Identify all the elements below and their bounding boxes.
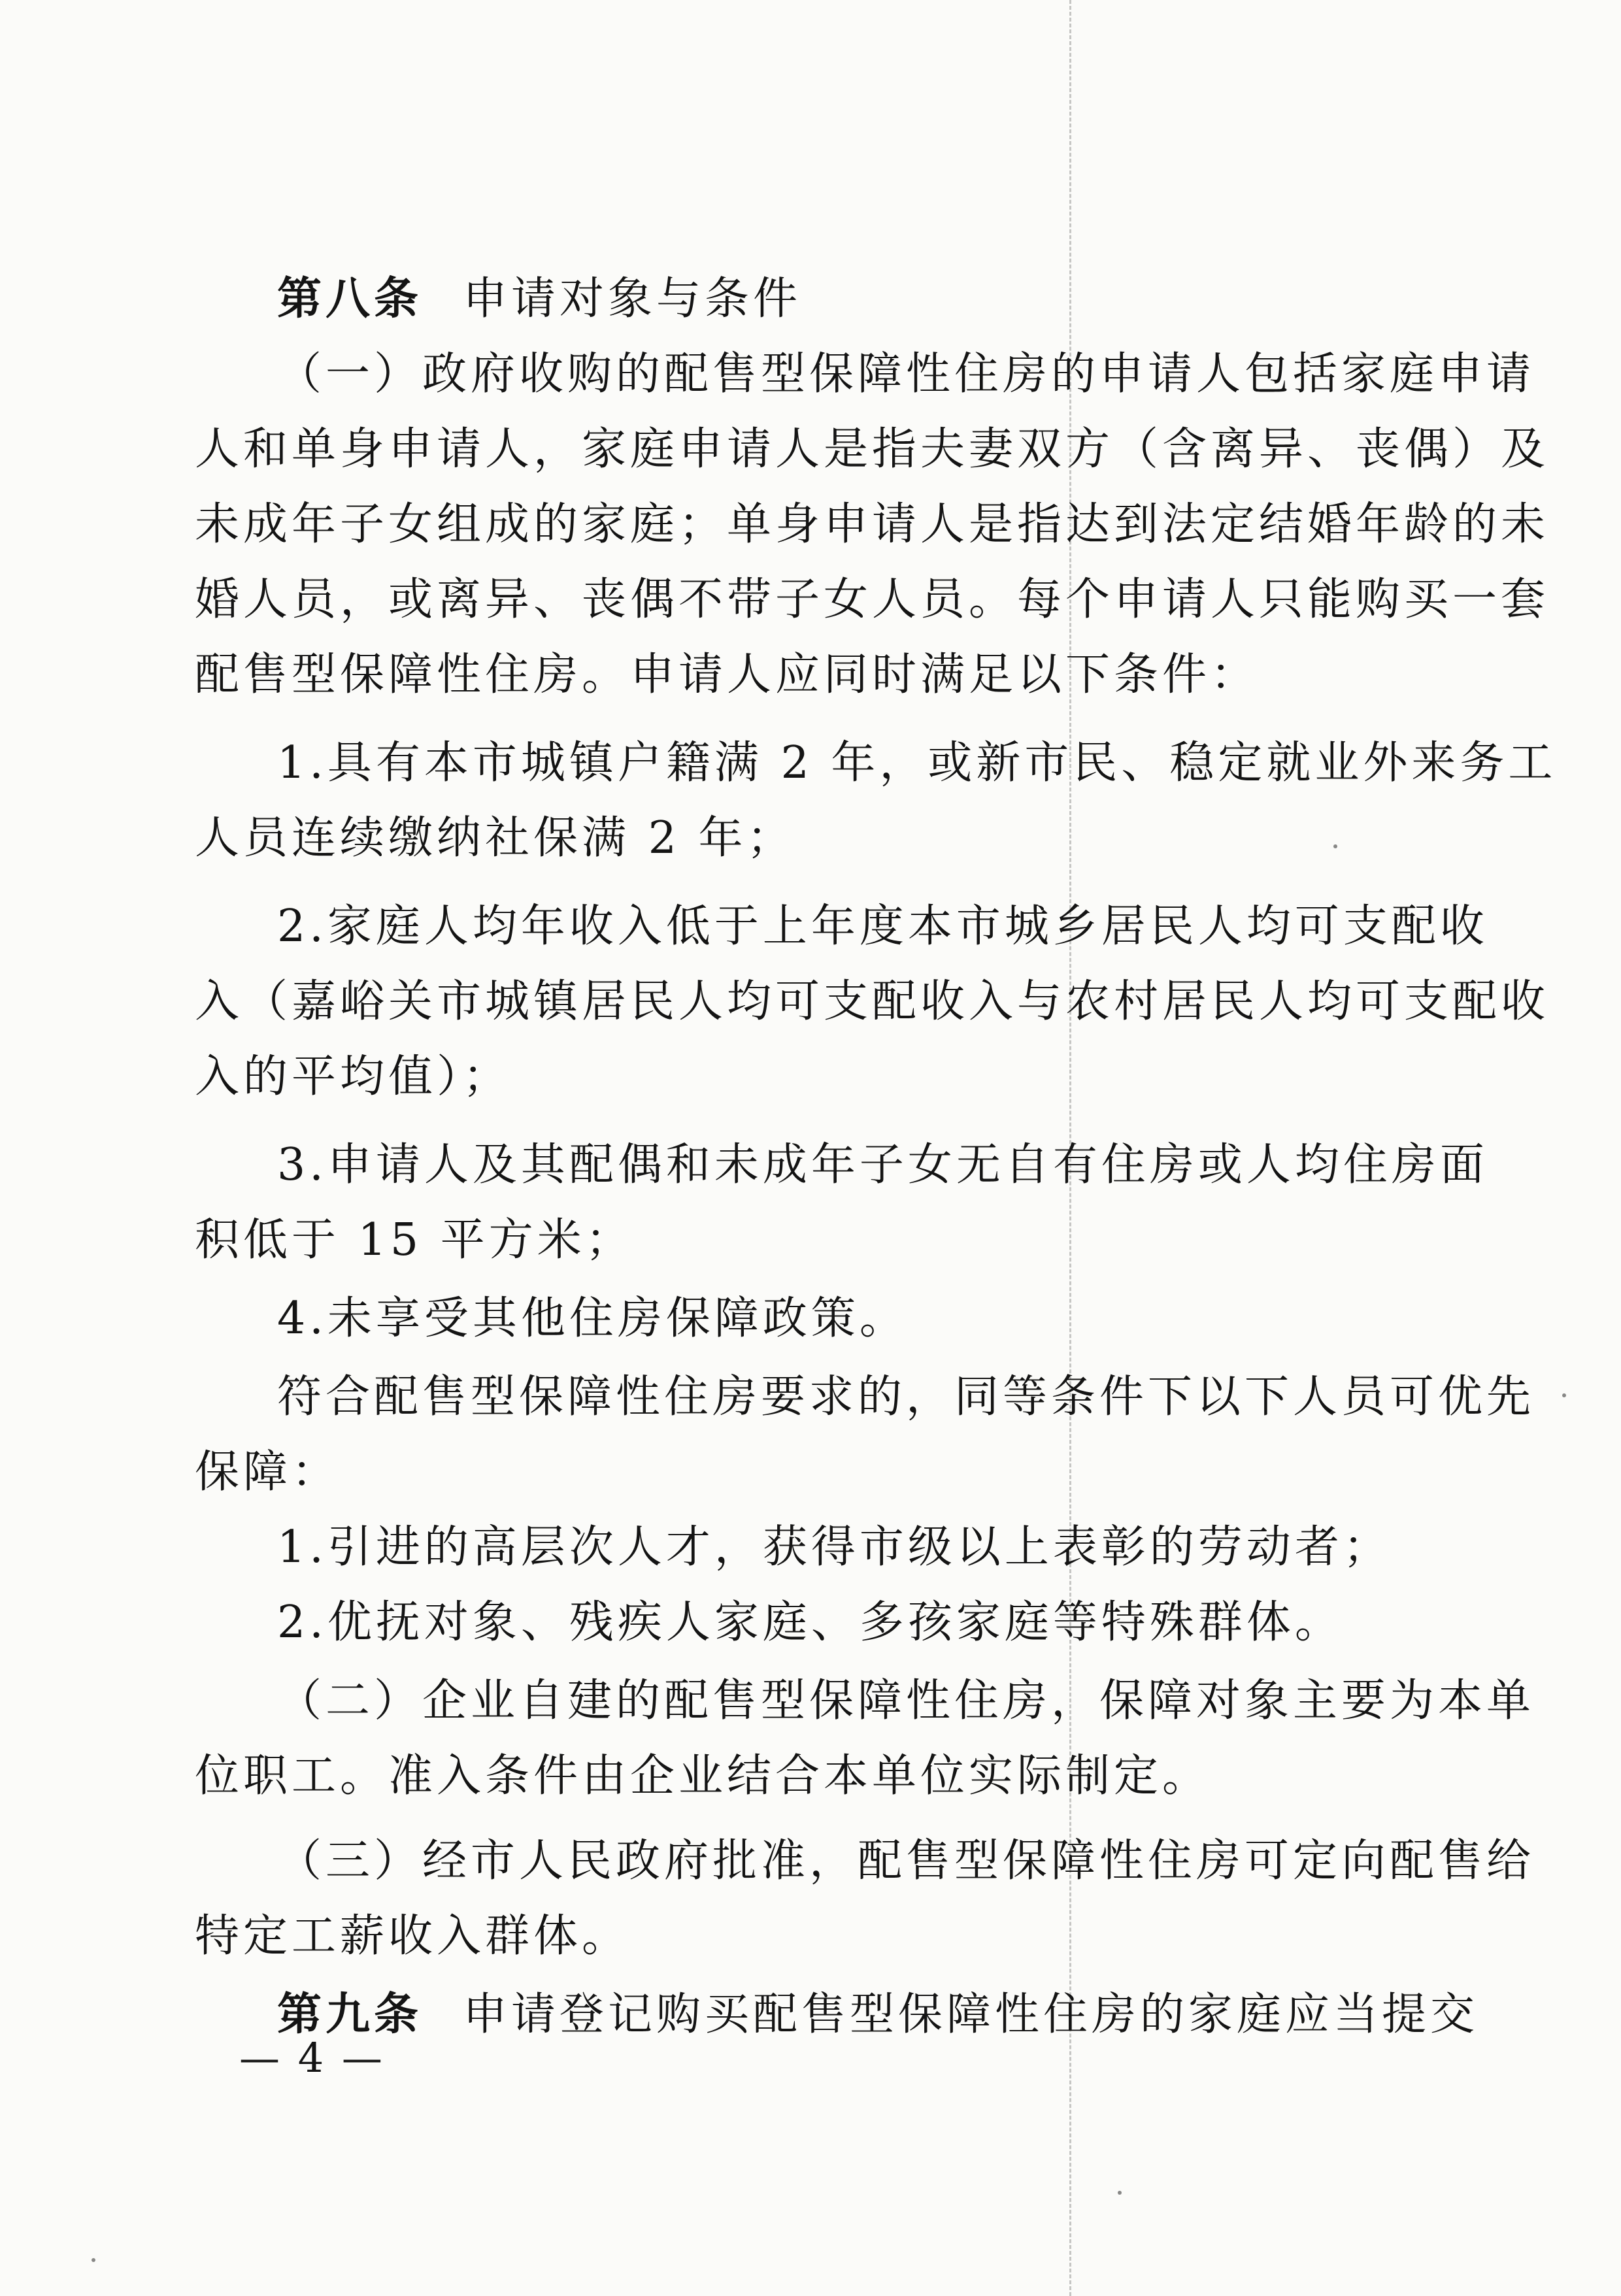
condition-2-line-1: 2.家庭人均年收入低于上年度本市城乡居民人均可支配收: [277, 901, 1488, 952]
condition-4: 4.未享受其他住房保障政策。: [277, 1293, 908, 1344]
article-8-p1-line-4: 婚人员，或离异、丧偶不带子女人员。每个申请人只能购买一套: [195, 574, 1550, 625]
article-8-heading: [195, 263, 1460, 336]
priority-line-2: 保障：: [195, 1446, 341, 1498]
condition-1-line-2: 人员连续缴纳社保满 2 年；: [195, 812, 795, 864]
article-8-subtitle: 申请对象与条件: [463, 273, 802, 325]
scan-speck: [1118, 2191, 1122, 2195]
article-9-title: 第九条: [277, 1989, 423, 2040]
condition-3-line-1: 3.申请人及其配偶和未成年子女无自有住房或人均住房面: [277, 1139, 1488, 1191]
condition-2-line-2: 入（嘉峪关市城镇居民人均可支配收入与农村居民人均可支配收: [195, 976, 1550, 1027]
scan-speck: [1333, 844, 1337, 848]
article-8-p1-line-2: 人和单身申请人，家庭申请人是指夫妻双方（含离异、丧偶）及: [195, 424, 1550, 475]
article-8-p1-line-5: 配售型保障性住房。申请人应同时满足以下条件：: [195, 649, 1260, 701]
article-8-p1-line-3: 未成年子女组成的家庭；单身申请人是指达到法定结婚年龄的未: [195, 499, 1550, 550]
scan-speck: [92, 2258, 95, 2262]
article-8-p3-line-2: 特定工薪收入群体。: [195, 1910, 631, 1962]
condition-2-line-3: 入的平均值）；: [195, 1051, 512, 1103]
scan-speck: [1562, 1393, 1566, 1397]
article-8-p2-line-1: （二）企业自建的配售型保障性住房，保障对象主要为本单: [277, 1675, 1535, 1727]
article-8-p3-line-1: （三）经市人民政府批准，配售型保障性住房可定向配售给: [277, 1835, 1535, 1887]
priority-item-1: 1.引进的高层次人才，获得市级以上表彰的劳动者；: [277, 1522, 1392, 1573]
article-9-text: 申请登记购买配售型保障性住房的家庭应当提交: [463, 1989, 1479, 2040]
article-8-p2-line-2: 位职工。准入条件由企业结合本单位实际制定。: [195, 1750, 1211, 1802]
page-number: — 4 —: [239, 2034, 385, 2082]
priority-item-2: 2.优抚对象、残疾人家庭、多孩家庭等特殊群体。: [277, 1597, 1343, 1648]
condition-1-line-1: 1.具有本市城镇户籍满 2 年，或新市民、稳定就业外来务工: [277, 737, 1557, 789]
priority-line-1: 符合配售型保障性住房要求的，同等条件下以下人员可优先: [277, 1371, 1535, 1423]
article-8-p1-line-1: （一）政府收购的配售型保障性住房的申请人包括家庭申请: [277, 348, 1535, 400]
condition-3-line-2: 积低于 15 平方米；: [195, 1214, 634, 1266]
article-8-title: 第八条: [277, 273, 423, 325]
